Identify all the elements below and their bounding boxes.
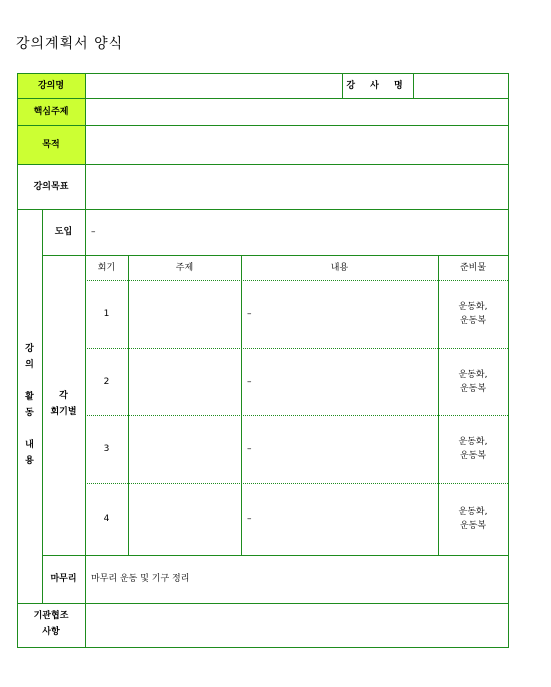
grid-line bbox=[17, 98, 508, 99]
session-number: 4 bbox=[103, 514, 110, 524]
core-topic-label: 핵심주제 bbox=[17, 98, 85, 125]
grid-line bbox=[17, 209, 508, 210]
session-content-field[interactable]: – bbox=[247, 309, 252, 319]
grid-line bbox=[17, 73, 508, 74]
session-materials-line: 운동복 bbox=[459, 521, 487, 531]
session-materials-line: 운동화, bbox=[458, 369, 488, 380]
column-header-topic: 주제 bbox=[175, 262, 194, 273]
activities-label bbox=[17, 209, 42, 603]
grid-line bbox=[17, 125, 508, 126]
session-materials bbox=[438, 348, 508, 415]
grid-line bbox=[17, 73, 18, 647]
instructor-label: 강 사 명 bbox=[346, 80, 409, 91]
activities-label-char: 강 bbox=[25, 344, 34, 354]
activities-label-char: 내 bbox=[25, 440, 34, 450]
cooperation-label bbox=[17, 603, 85, 647]
session-topic-field[interactable] bbox=[128, 483, 241, 555]
course-name-label: 강의명 bbox=[17, 73, 85, 98]
grid-line bbox=[438, 255, 439, 555]
session-topic-field[interactable] bbox=[128, 280, 241, 348]
grid-line bbox=[241, 255, 242, 555]
session-content-field[interactable]: – bbox=[247, 514, 252, 524]
session-topic-field[interactable] bbox=[128, 415, 241, 483]
dotted-line bbox=[85, 348, 508, 349]
page-title: 강의계획서 양식 bbox=[16, 36, 124, 52]
session-materials-line: 운동화, bbox=[458, 507, 488, 517]
dotted-line bbox=[85, 415, 508, 416]
column-header-session: 회기 bbox=[97, 262, 116, 273]
session-materials-line: 운동복 bbox=[459, 451, 487, 461]
session-materials bbox=[438, 280, 508, 348]
session-content-field[interactable]: – bbox=[247, 376, 252, 387]
grid-line bbox=[42, 555, 508, 556]
purpose-field[interactable] bbox=[85, 125, 508, 164]
per-session-label bbox=[42, 255, 85, 555]
session-content-field[interactable]: – bbox=[247, 444, 252, 454]
cooperation-label-line: 사항 bbox=[42, 627, 60, 637]
closing-label: 마무리 bbox=[50, 574, 77, 584]
grid-line bbox=[17, 603, 508, 604]
cooperation-label-line: 기관협조 bbox=[33, 611, 69, 621]
lecture-plan-form bbox=[17, 73, 508, 647]
session-materials-line: 운동화, bbox=[458, 437, 488, 447]
grid-line bbox=[128, 255, 129, 555]
grid-line bbox=[42, 209, 43, 603]
session-materials bbox=[438, 483, 508, 555]
activities-label-char: 의 bbox=[25, 360, 34, 370]
intro-field[interactable]: – bbox=[91, 227, 96, 237]
grid-line bbox=[413, 73, 414, 98]
grid-line bbox=[85, 73, 86, 647]
session-number: 3 bbox=[103, 444, 110, 454]
intro-label: 도입 bbox=[54, 227, 73, 237]
activities-label-char: 활 bbox=[25, 392, 34, 402]
dotted-line bbox=[85, 280, 508, 281]
per-session-label-line: 회기별 bbox=[50, 407, 77, 417]
column-header-materials: 준비물 bbox=[459, 262, 487, 273]
course-goal-field[interactable] bbox=[85, 164, 508, 209]
core-topic-field[interactable] bbox=[85, 98, 508, 125]
per-session-label-line: 각 bbox=[59, 391, 68, 401]
session-materials-line: 운동화, bbox=[458, 302, 488, 312]
grid-line bbox=[508, 73, 509, 647]
session-number: 2 bbox=[103, 376, 110, 387]
purpose-label: 목적 bbox=[17, 125, 85, 164]
session-number: 1 bbox=[103, 309, 110, 319]
grid-line bbox=[17, 647, 509, 648]
column-header-content: 내용 bbox=[330, 262, 349, 273]
activities-label-char: 동 bbox=[25, 408, 34, 418]
activities-label-char: 용 bbox=[25, 456, 34, 466]
closing-field[interactable]: 마무리 운동 및 기구 정리 bbox=[91, 574, 190, 584]
course-name-field[interactable] bbox=[85, 73, 342, 98]
cooperation-field[interactable] bbox=[85, 603, 508, 647]
session-materials bbox=[438, 415, 508, 483]
instructor-field[interactable] bbox=[413, 73, 508, 98]
grid-line bbox=[342, 73, 343, 98]
session-materials-line: 운동복 bbox=[459, 316, 487, 326]
grid-line bbox=[17, 164, 508, 165]
dotted-line bbox=[85, 483, 508, 484]
session-materials-line: 운동복 bbox=[459, 383, 487, 394]
course-goal-label: 강의목표 bbox=[33, 181, 69, 192]
session-topic-field[interactable] bbox=[128, 348, 241, 415]
